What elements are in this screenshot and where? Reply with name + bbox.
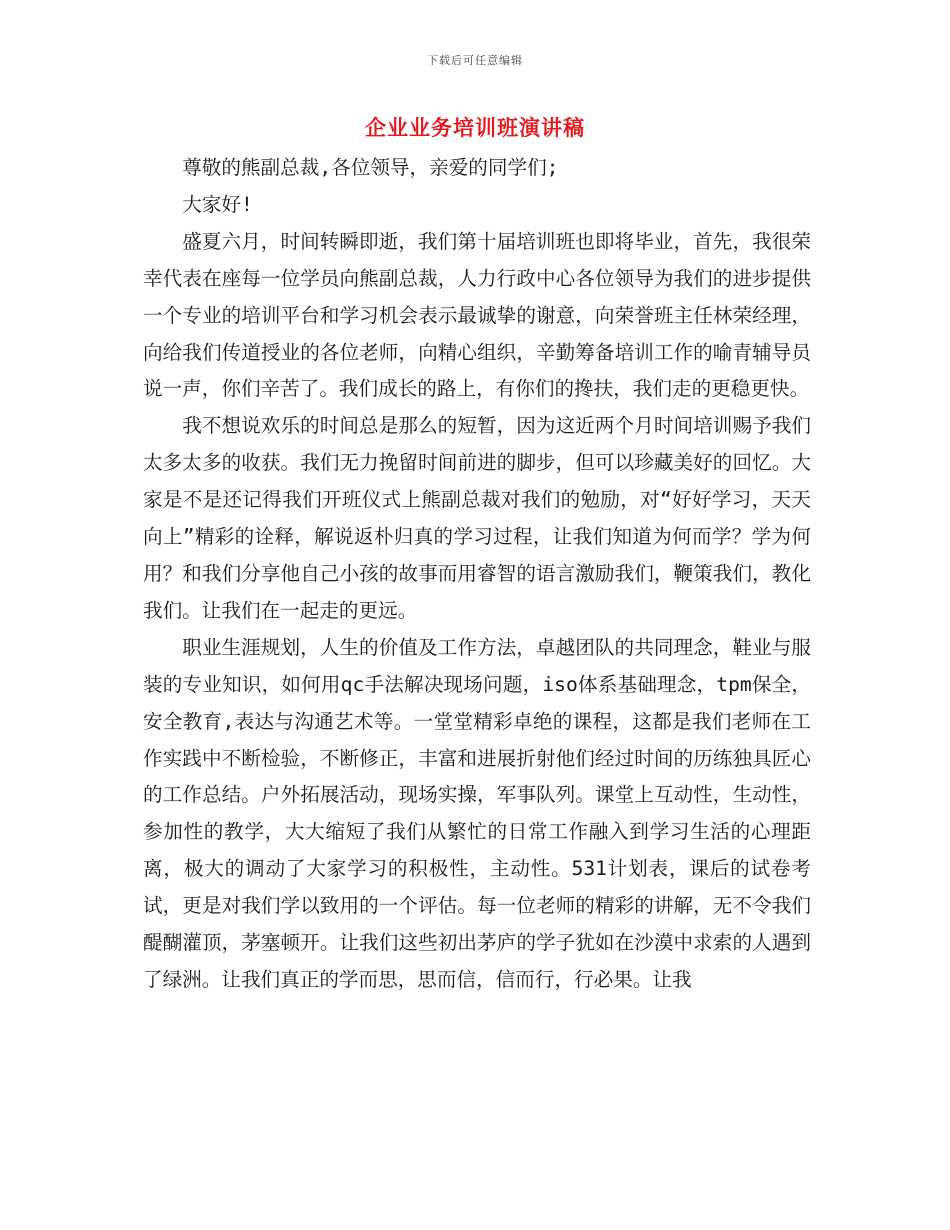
body-paragraph-courses: 职业生涯规划，人生的价值及工作方法，卓越团队的共同理念，鞋业与服装的专业知识，如何用qc手法解决现场问题，iso体系基础理念，tpm保全，安全教育,表达与沟通艺术等。一堂堂精彩卓绝的课程，这都是我们老师在工作实践中不断检验，不断修正，丰富和进展折射他们经过时间的历练独具匠心的工作总结。户外拓展活动，现场实操，军事队列。课堂上互动性，生动性，参加性的教学，大大缩短了我们从繁忙的日常工作融入到学习生活的心理距离，极大的调动了大家学习的积极性，主动性。531计划表，课后的试卷考试，更是对我们学以致用的一个评估。每一位老师的精彩的讲解，无不令我们醍醐灌顶，茅塞顿开。让我们这些初出茅庐的学子犹如在沙漠中求索的人遇到了绿洲。让我们真正的学而思，思而信，信而行，行必果。让我	[143, 635, 811, 991]
body-paragraph-thanks: 盛夏六月，时间转瞬即逝，我们第十届培训班也即将毕业，首先，我很荣幸代表在座每一位学员向熊副总裁，人力行政中心各位领导为我们的进步提供一个专业的培训平台和学习机会表示最诚挚的谢意，向荣誉班主任林荣经理，向给我们传道授业的各位老师，向精心组织，辛勤筹备培训工作的喻青辅导员说一声，你们辛苦了。我们成长的路上，有你们的搀扶，我们走的更稳更快。	[143, 229, 811, 401]
salutation-paragraph: 尊敬的熊副总裁,各位领导，亲爱的同学们;	[182, 156, 559, 179]
document-title: 企业业务培训班演讲稿	[365, 116, 585, 140]
page-header-note: 下载后可任意编辑	[427, 54, 523, 67]
greeting-paragraph: 大家好!	[182, 192, 253, 216]
document-body	[143, 150, 811, 999]
body-paragraph-memories: 我不想说欢乐的时间总是那么的短暂，因为这近两个月时间培训赐予我们太多太多的收获。我们无力挽留时间前进的脚步，但可以珍藏美好的回忆。大家是不是还记得我们开班仪式上熊副总裁对我们的勉励，对“好好学习，天天向上”精彩的诠释，解说返朴归真的学习过程，让我们知道为何而学？学为何用？和我们分享他自己小孩的故事而用睿智的语言激励我们，鞭策我们，教化我们。让我们在一起走的更远。	[143, 414, 811, 622]
